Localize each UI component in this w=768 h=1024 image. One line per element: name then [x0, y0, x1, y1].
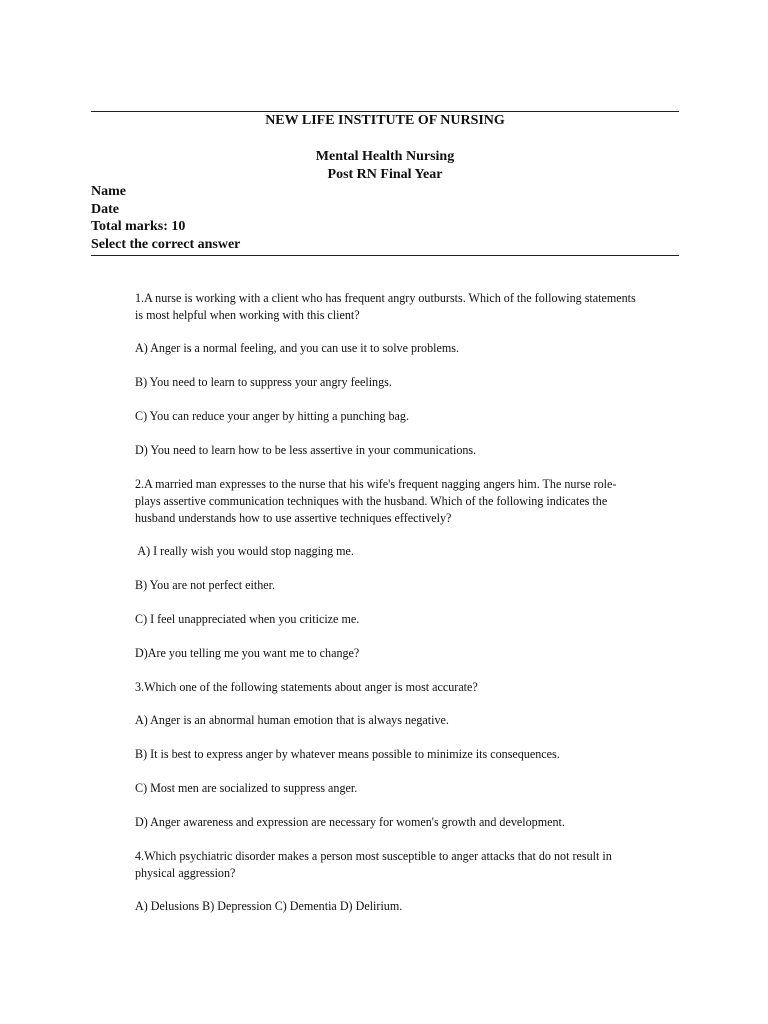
name-label: Name: [91, 184, 126, 199]
answer-option: D) Anger awareness and expression are necessary for women's growth and development.: [135, 814, 565, 829]
total-marks: Total marks: 10: [91, 219, 186, 235]
question-stem: 2.A married man expresses to the nurse that his wife's frequent nagging angers him. The nurse role-plays assertive communication techniques with the husband. Which of the following indicates the husband understands how to use assertive techniques effectively?: [135, 476, 617, 525]
date-label: Date: [91, 201, 119, 217]
answer-option: B) You are not perfect either.: [135, 577, 276, 592]
question-block: [135, 475, 637, 661]
answer-option: D)Are you telling me you want me to change?: [135, 645, 360, 660]
bottom-divider: [91, 255, 679, 256]
answer-option: A) Delusions B) Depression C) Dementia D) Delirium.: [135, 898, 403, 913]
answer-option: C) Most men are socialized to suppress anger.: [135, 780, 358, 795]
exam-meta: [91, 183, 240, 253]
answer-option: A) Anger is an abnormal human emotion that is always negative.: [135, 712, 449, 727]
instruction: Select the correct answer: [91, 236, 241, 252]
answer-option: B) You need to learn to suppress your angry feelings.: [135, 374, 392, 389]
course-title: Mental Health Nursing: [315, 149, 455, 164]
question-list: [135, 289, 637, 914]
answer-option: B) It is best to express anger by whatever means possible to minimize its consequences.: [135, 746, 560, 761]
question-stem: 3.Which one of the following statements about anger is most accurate?: [135, 679, 478, 694]
institute-title: NEW LIFE INSTITUTE OF NURSING: [265, 113, 505, 128]
question-block: [135, 678, 637, 830]
question-block: [135, 847, 637, 914]
answer-option: A) Anger is a normal feeling, and you can use it to solve problems.: [135, 340, 460, 355]
course-year: Post RN Final Year: [327, 167, 443, 182]
question-stem: 4.Which psychiatric disorder makes a person most susceptible to anger attacks that do not result in physical aggression?: [135, 848, 612, 880]
answer-option: C) You can reduce your anger by hitting a punching bag.: [135, 408, 409, 423]
answer-option: A) I really wish you would stop nagging me.: [135, 543, 354, 558]
question-stem: 1.A nurse is working with a client who has frequent angry outbursts. Which of the following statements is most helpful when working with this client?: [135, 290, 636, 322]
question-block: [135, 289, 637, 458]
answer-option: D) You need to learn how to be less assertive in your communications.: [135, 442, 477, 457]
answer-option: C) I feel unappreciated when you criticize me.: [135, 611, 360, 626]
